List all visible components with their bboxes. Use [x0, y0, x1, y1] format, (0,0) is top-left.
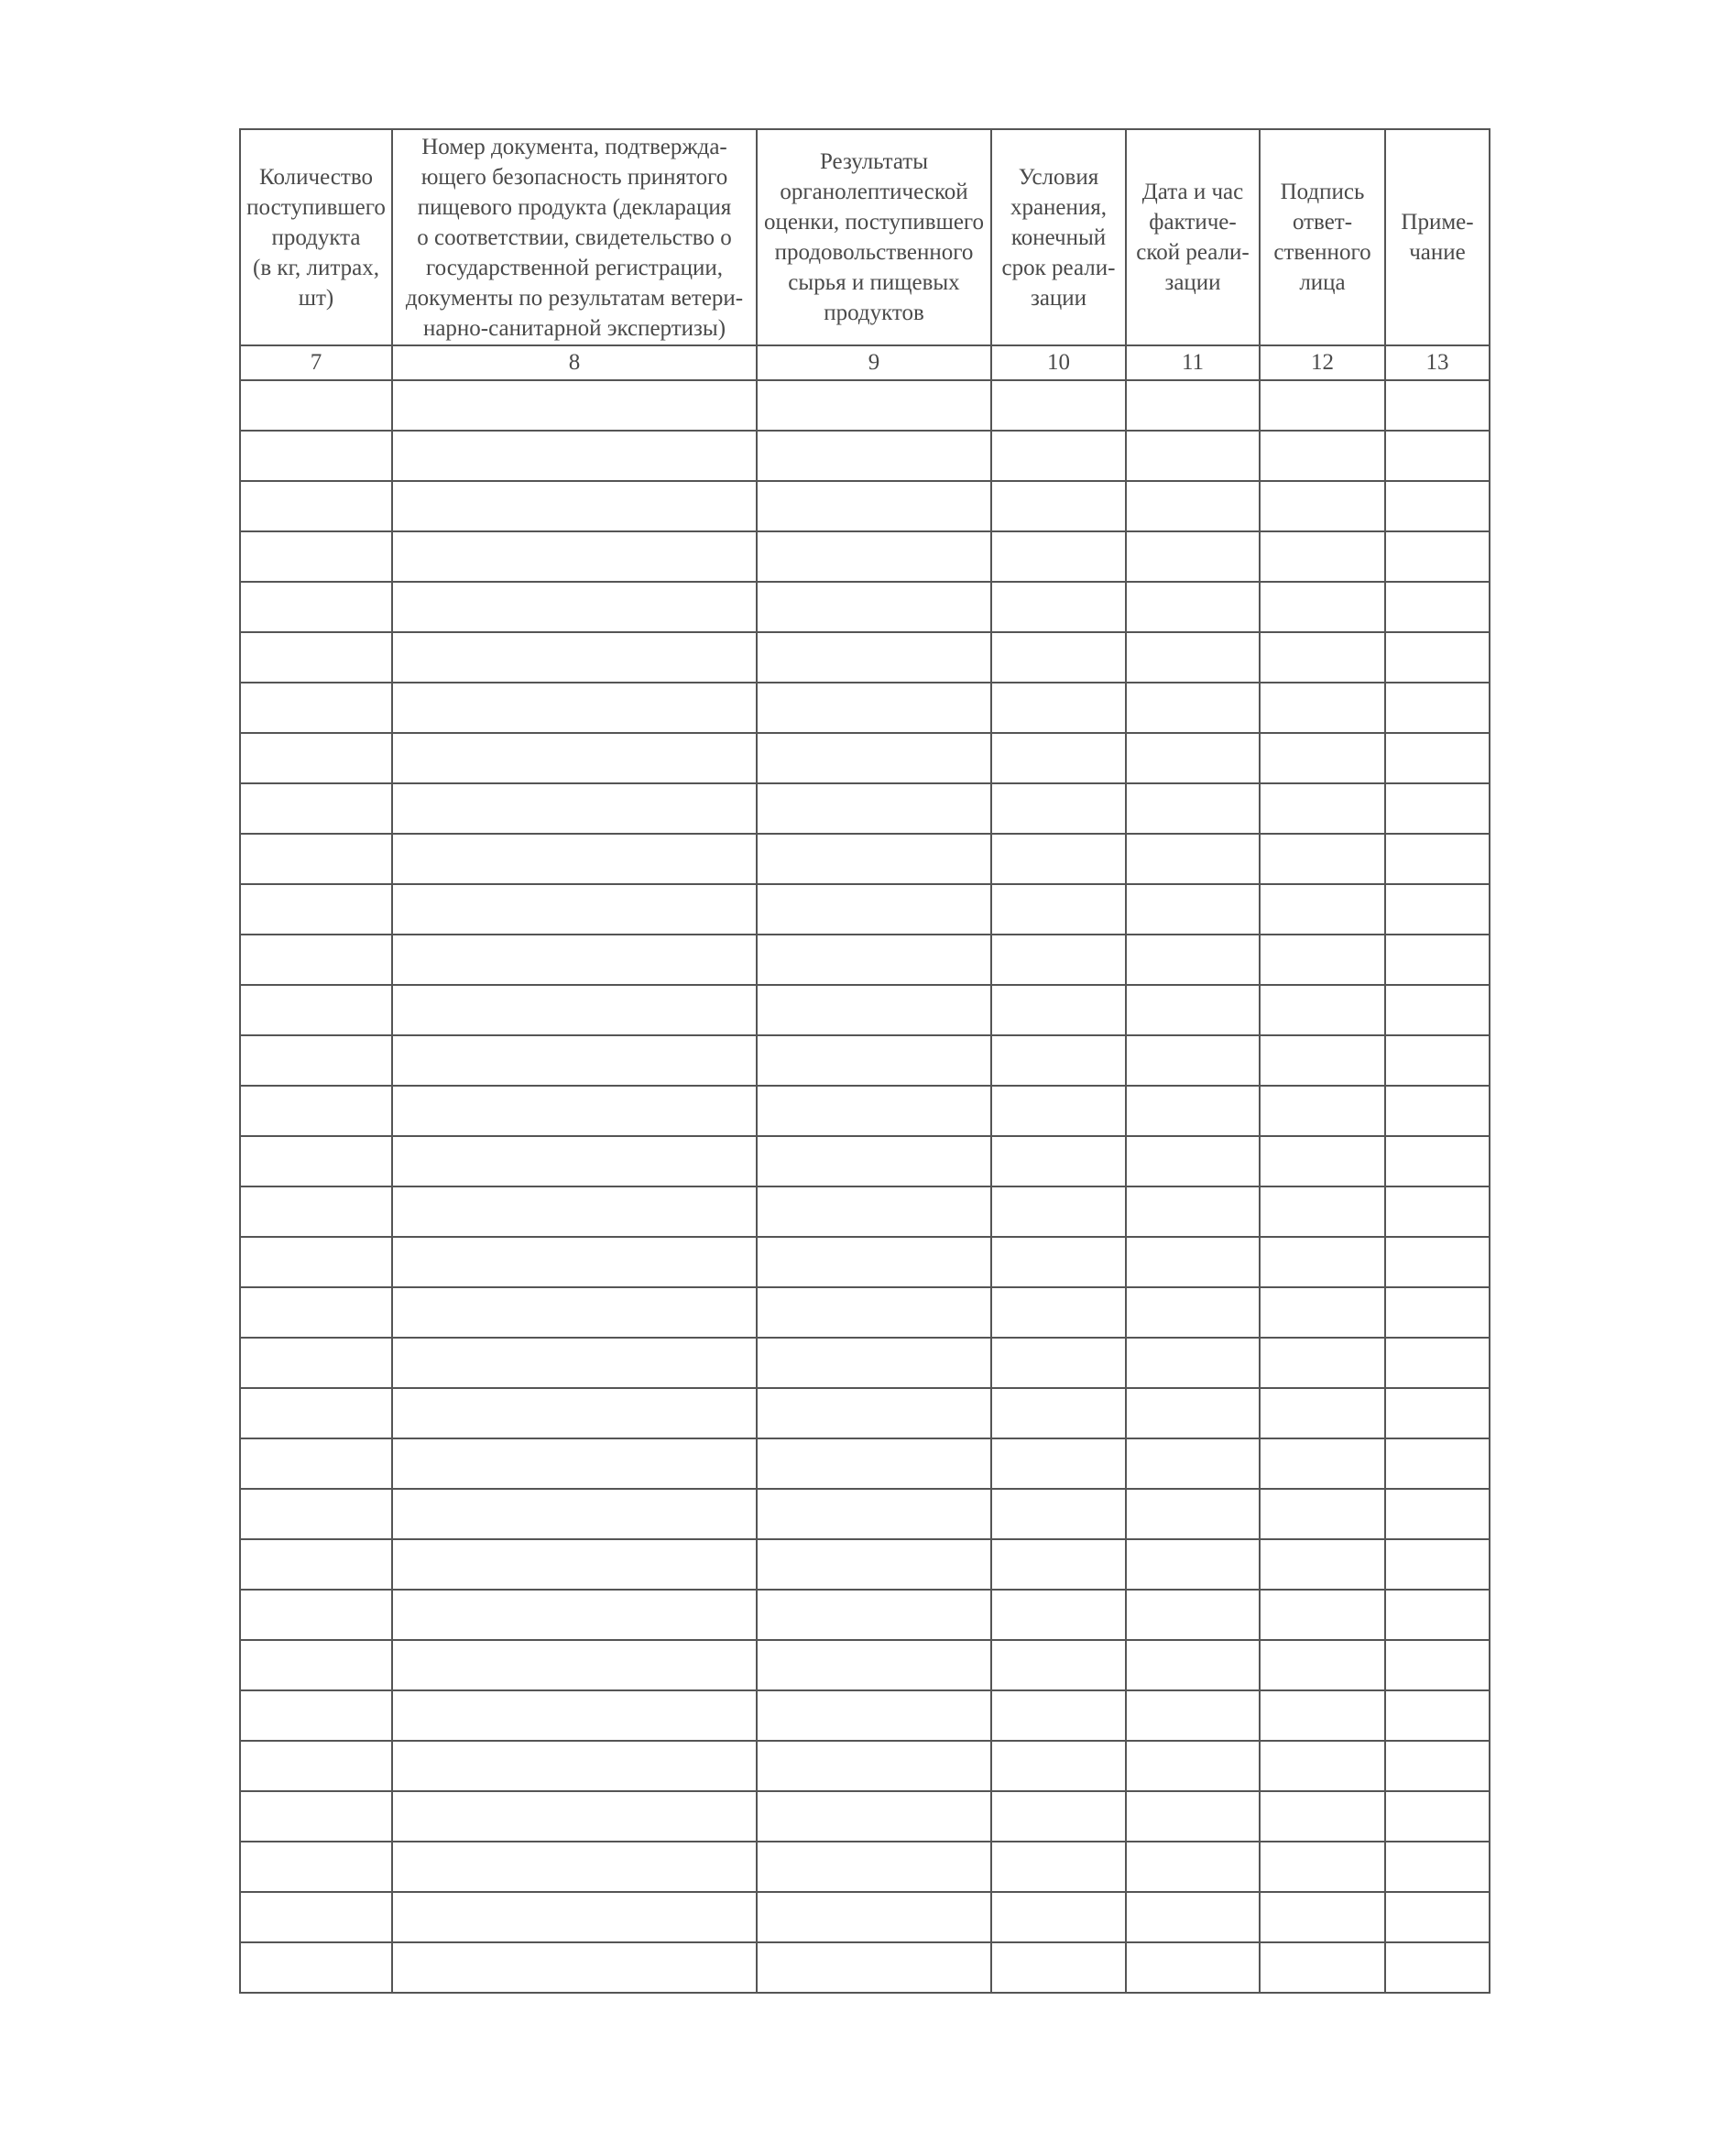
table-cell [991, 733, 1126, 783]
table-cell [991, 531, 1126, 582]
table-cell [757, 531, 991, 582]
column-number: 11 [1126, 345, 1260, 380]
column-number: 7 [240, 345, 392, 380]
table-cell [392, 1690, 757, 1741]
table-cell [1260, 834, 1385, 884]
table-cell [1126, 1388, 1260, 1438]
table-cell [991, 783, 1126, 834]
table-cell [757, 1640, 991, 1690]
table-cell [1126, 1338, 1260, 1388]
table-cell [757, 632, 991, 683]
table-cell [1385, 834, 1490, 884]
table-row [240, 733, 1490, 783]
table-cell [1385, 1640, 1490, 1690]
table-cell [1385, 935, 1490, 985]
table-cell [757, 481, 991, 531]
table-cell [991, 1438, 1126, 1489]
table-cell [991, 431, 1126, 481]
table-cell [1260, 1186, 1385, 1237]
table-cell [757, 1690, 991, 1741]
table-cell [1385, 531, 1490, 582]
table-cell [1385, 1086, 1490, 1136]
table-cell [1126, 431, 1260, 481]
table-cell [1126, 531, 1260, 582]
table-row [240, 834, 1490, 884]
table-cell [1385, 733, 1490, 783]
table-cell [1126, 1690, 1260, 1741]
table-row [240, 1136, 1490, 1186]
table-cell [991, 1287, 1126, 1338]
table-cell [1126, 783, 1260, 834]
table-row [240, 1590, 1490, 1640]
table-cell [1260, 683, 1385, 733]
food-receipt-journal-table [239, 128, 1490, 1994]
table-cell [757, 1741, 991, 1791]
table-cell [1126, 1186, 1260, 1237]
table-cell [1126, 1791, 1260, 1842]
table-row [240, 431, 1490, 481]
table-cell [757, 1942, 991, 1993]
table-cell [1260, 1892, 1385, 1942]
table-cell [392, 1640, 757, 1690]
column-number: 9 [757, 345, 991, 380]
col-note-header-text: Приме- чание [1401, 210, 1474, 265]
table-cell [757, 1791, 991, 1842]
table-cell [991, 481, 1126, 531]
col-organoleptic-results-header-text: Результаты органолептической оценки, поступившего продовольственного сырья и пищевых продуктов [763, 149, 985, 325]
table-cell [1260, 1690, 1385, 1741]
table-cell [1260, 1539, 1385, 1590]
table-cell [1260, 1388, 1385, 1438]
table-cell [991, 1741, 1126, 1791]
table-cell [240, 1640, 392, 1690]
table-cell [1260, 1086, 1385, 1136]
table-cell [392, 783, 757, 834]
table-cell [991, 683, 1126, 733]
col-storage-conditions-header-text: Условия хранения, конечный срок реали- зации [1001, 164, 1116, 311]
table-cell [240, 1086, 392, 1136]
table-cell [1385, 431, 1490, 481]
table-cell [392, 1590, 757, 1640]
table-cell [392, 1791, 757, 1842]
table-cell [1385, 1237, 1490, 1287]
col-safety-document-header [392, 129, 757, 345]
table-cell [1126, 1539, 1260, 1590]
table-cell [1126, 1590, 1260, 1640]
col-safety-document-header-text: Номер документа, подтвержда- ющего безопасность принятого пищевого продукта (декларация о соответствии, свидетельство о государственной регистрации, документы по результатам ветери- нарно-санитарной экспертизы) [405, 134, 744, 341]
table-row [240, 1892, 1490, 1942]
table-cell [757, 1186, 991, 1237]
table-cell [757, 1136, 991, 1186]
table-cell [991, 1086, 1126, 1136]
table-row [240, 884, 1490, 935]
table-cell [392, 1186, 757, 1237]
table-row [240, 582, 1490, 632]
table-row [240, 632, 1490, 683]
table-cell [757, 1237, 991, 1287]
table-cell [1260, 1438, 1385, 1489]
table-cell [240, 683, 392, 733]
col-organoleptic-results-header [757, 129, 991, 345]
table-cell [240, 1842, 392, 1892]
table-cell [757, 1388, 991, 1438]
table-cell [392, 1136, 757, 1186]
table-cell [991, 935, 1126, 985]
table-row [240, 1539, 1490, 1590]
table-cell [1385, 1842, 1490, 1892]
table-cell [240, 1791, 392, 1842]
table-cell [1126, 1136, 1260, 1186]
table-cell [392, 1237, 757, 1287]
table-cell [1385, 1338, 1490, 1388]
table-row [240, 985, 1490, 1035]
table-cell [1260, 1136, 1385, 1186]
col-note-header [1385, 129, 1490, 345]
table-cell [1260, 481, 1385, 531]
table-cell [240, 1136, 392, 1186]
col-signature-header [1260, 129, 1385, 345]
table-cell [1260, 1287, 1385, 1338]
table-cell [1385, 582, 1490, 632]
table-cell [1126, 1086, 1260, 1136]
table-cell [1260, 1741, 1385, 1791]
table-cell [1126, 1287, 1260, 1338]
table-cell [1385, 1136, 1490, 1186]
table-cell [1385, 1942, 1490, 1993]
table-cell [1126, 1942, 1260, 1993]
table-cell [757, 582, 991, 632]
table-row [240, 1086, 1490, 1136]
table-cell [1385, 1590, 1490, 1640]
table-cell [757, 1590, 991, 1640]
table-cell [1260, 1237, 1385, 1287]
table-row [240, 531, 1490, 582]
table-cell [1385, 884, 1490, 935]
table-row [240, 481, 1490, 531]
table-cell [392, 834, 757, 884]
table-cell [1260, 582, 1385, 632]
table-cell [240, 1388, 392, 1438]
table-cell [392, 431, 757, 481]
table-cell [240, 1338, 392, 1388]
table-cell [1126, 380, 1260, 431]
table-cell [991, 1035, 1126, 1086]
col-realization-date-header-text: Дата и час фактиче- ской реали- зации [1136, 180, 1250, 295]
table-cell [392, 884, 757, 935]
table-cell [1260, 1640, 1385, 1690]
table-cell [1385, 1539, 1490, 1590]
table-cell [1126, 1842, 1260, 1892]
table-row [240, 1237, 1490, 1287]
table-cell [1126, 733, 1260, 783]
table-cell [757, 1842, 991, 1892]
table-cell [240, 1539, 392, 1590]
table-cell [757, 783, 991, 834]
table-cell [240, 834, 392, 884]
table-cell [1385, 1287, 1490, 1338]
col-signature-header-text: Подпись ответ- ственного лица [1273, 180, 1371, 295]
table-cell [991, 1640, 1126, 1690]
table-cell [1385, 481, 1490, 531]
table-cell [991, 1842, 1126, 1892]
table-row [240, 935, 1490, 985]
table-cell [240, 1942, 392, 1993]
table-cell [1126, 582, 1260, 632]
table-cell [991, 1338, 1126, 1388]
table-cell [757, 733, 991, 783]
table-cell [1260, 884, 1385, 935]
table-cell [1260, 1842, 1385, 1892]
table-cell [1385, 1489, 1490, 1539]
table-cell [240, 1287, 392, 1338]
table-cell [1126, 935, 1260, 985]
table-row [240, 783, 1490, 834]
table-cell [392, 1035, 757, 1086]
table-cell [1260, 1489, 1385, 1539]
table-cell [392, 1741, 757, 1791]
col-quantity-header [240, 129, 392, 345]
table-cell [392, 1539, 757, 1590]
table-row [240, 380, 1490, 431]
table-cell [1385, 1741, 1490, 1791]
table-cell [1260, 431, 1385, 481]
table-cell [757, 1892, 991, 1942]
table-cell [1126, 1438, 1260, 1489]
table-row [240, 1035, 1490, 1086]
table-cell [1260, 985, 1385, 1035]
table-cell [392, 1842, 757, 1892]
table-cell [392, 683, 757, 733]
table-cell [757, 1287, 991, 1338]
table-cell [1260, 1590, 1385, 1640]
table-cell [1126, 1741, 1260, 1791]
table-cell [392, 1892, 757, 1942]
table-cell [1385, 683, 1490, 733]
table-cell [1385, 1791, 1490, 1842]
table-cell [240, 985, 392, 1035]
table-cell [757, 834, 991, 884]
table-cell [991, 582, 1126, 632]
table-cell [1126, 1489, 1260, 1539]
table-cell [757, 1338, 991, 1388]
table-cell [240, 481, 392, 531]
table-cell [392, 733, 757, 783]
table-cell [240, 1186, 392, 1237]
table-row [240, 683, 1490, 733]
table-cell [240, 935, 392, 985]
table-cell [1385, 1438, 1490, 1489]
table-cell [1385, 1186, 1490, 1237]
table-cell [991, 1942, 1126, 1993]
table-cell [757, 1489, 991, 1539]
table-cell [240, 380, 392, 431]
table-row [240, 1438, 1490, 1489]
table-cell [240, 431, 392, 481]
table-cell [240, 582, 392, 632]
table-cell [991, 1690, 1126, 1741]
table-cell [991, 985, 1126, 1035]
table-cell [991, 1539, 1126, 1590]
column-number: 13 [1385, 345, 1490, 380]
col-storage-conditions-header [991, 129, 1126, 345]
table-cell [392, 481, 757, 531]
table-cell [392, 1942, 757, 1993]
col-realization-date-header [1126, 129, 1260, 345]
table-row [240, 1287, 1490, 1338]
table-cell [240, 1035, 392, 1086]
table-cell [991, 1489, 1126, 1539]
table-cell [1126, 1892, 1260, 1942]
table-cell [240, 632, 392, 683]
table-cell [1260, 935, 1385, 985]
table-cell [392, 1086, 757, 1136]
table-cell [991, 1388, 1126, 1438]
table-row [240, 1640, 1490, 1690]
column-number: 12 [1260, 345, 1385, 380]
table-cell [1385, 380, 1490, 431]
table-cell [757, 1086, 991, 1136]
table-cell [757, 683, 991, 733]
table-cell [392, 1338, 757, 1388]
table-cell [757, 935, 991, 985]
table-cell [392, 935, 757, 985]
table-cell [1385, 985, 1490, 1035]
table-cell [392, 1438, 757, 1489]
table-cell [757, 1438, 991, 1489]
column-number: 10 [991, 345, 1126, 380]
table-cell [757, 431, 991, 481]
table-cell [392, 380, 757, 431]
table-cell [1260, 1338, 1385, 1388]
table-cell [1385, 632, 1490, 683]
table-cell [1385, 1388, 1490, 1438]
table-row [240, 1741, 1490, 1791]
table-cell [991, 1791, 1126, 1842]
table-cell [757, 884, 991, 935]
table-cell [1385, 783, 1490, 834]
column-number: 8 [392, 345, 757, 380]
table-cell [1126, 1237, 1260, 1287]
table-row [240, 1388, 1490, 1438]
table-cell [392, 1287, 757, 1338]
table-cell [1126, 884, 1260, 935]
table-row [240, 1942, 1490, 1993]
table-cell [757, 380, 991, 431]
table-cell [1260, 1035, 1385, 1086]
table-cell [240, 1237, 392, 1287]
table-cell [240, 1690, 392, 1741]
table-cell [392, 985, 757, 1035]
table-cell [1260, 1791, 1385, 1842]
table-cell [1260, 733, 1385, 783]
table-cell [240, 733, 392, 783]
table-cell [1126, 834, 1260, 884]
table-cell [1260, 531, 1385, 582]
table-cell [1126, 481, 1260, 531]
table-cell [991, 884, 1126, 935]
table-cell [240, 1892, 392, 1942]
column-number-row [240, 345, 1490, 380]
table-cell [1126, 985, 1260, 1035]
table-row [240, 1690, 1490, 1741]
table-cell [240, 1741, 392, 1791]
table-cell [392, 582, 757, 632]
table-cell [991, 1237, 1126, 1287]
table-cell [392, 1388, 757, 1438]
table-cell [991, 1590, 1126, 1640]
table-row [240, 1186, 1490, 1237]
table-cell [1126, 683, 1260, 733]
table-cell [240, 1438, 392, 1489]
table-cell [240, 884, 392, 935]
table-row [240, 1791, 1490, 1842]
table-row [240, 1338, 1490, 1388]
table-cell [392, 632, 757, 683]
table-row [240, 1842, 1490, 1892]
table-row [240, 1489, 1490, 1539]
header-row [240, 129, 1490, 345]
table-cell [1385, 1892, 1490, 1942]
col-quantity-header-text: Количество поступившего продукта (в кг, литрах, шт) [246, 164, 386, 311]
table-cell [757, 1539, 991, 1590]
table-cell [240, 1489, 392, 1539]
table-cell [1126, 1640, 1260, 1690]
table-cell [1126, 632, 1260, 683]
table-cell [991, 834, 1126, 884]
table-cell [1260, 783, 1385, 834]
table-cell [991, 1892, 1126, 1942]
table-cell [392, 1489, 757, 1539]
table-cell [1126, 1035, 1260, 1086]
table-cell [757, 985, 991, 1035]
table-cell [240, 531, 392, 582]
table-cell [991, 1186, 1126, 1237]
table-cell [392, 531, 757, 582]
table-cell [991, 380, 1126, 431]
table-cell [1260, 632, 1385, 683]
table-cell [240, 1590, 392, 1640]
table-cell [991, 632, 1126, 683]
table-cell [757, 1035, 991, 1086]
table-cell [1260, 380, 1385, 431]
table-cell [991, 1136, 1126, 1186]
table-cell [240, 783, 392, 834]
table-cell [1385, 1035, 1490, 1086]
table-cell [1260, 1942, 1385, 1993]
table-cell [1385, 1690, 1490, 1741]
